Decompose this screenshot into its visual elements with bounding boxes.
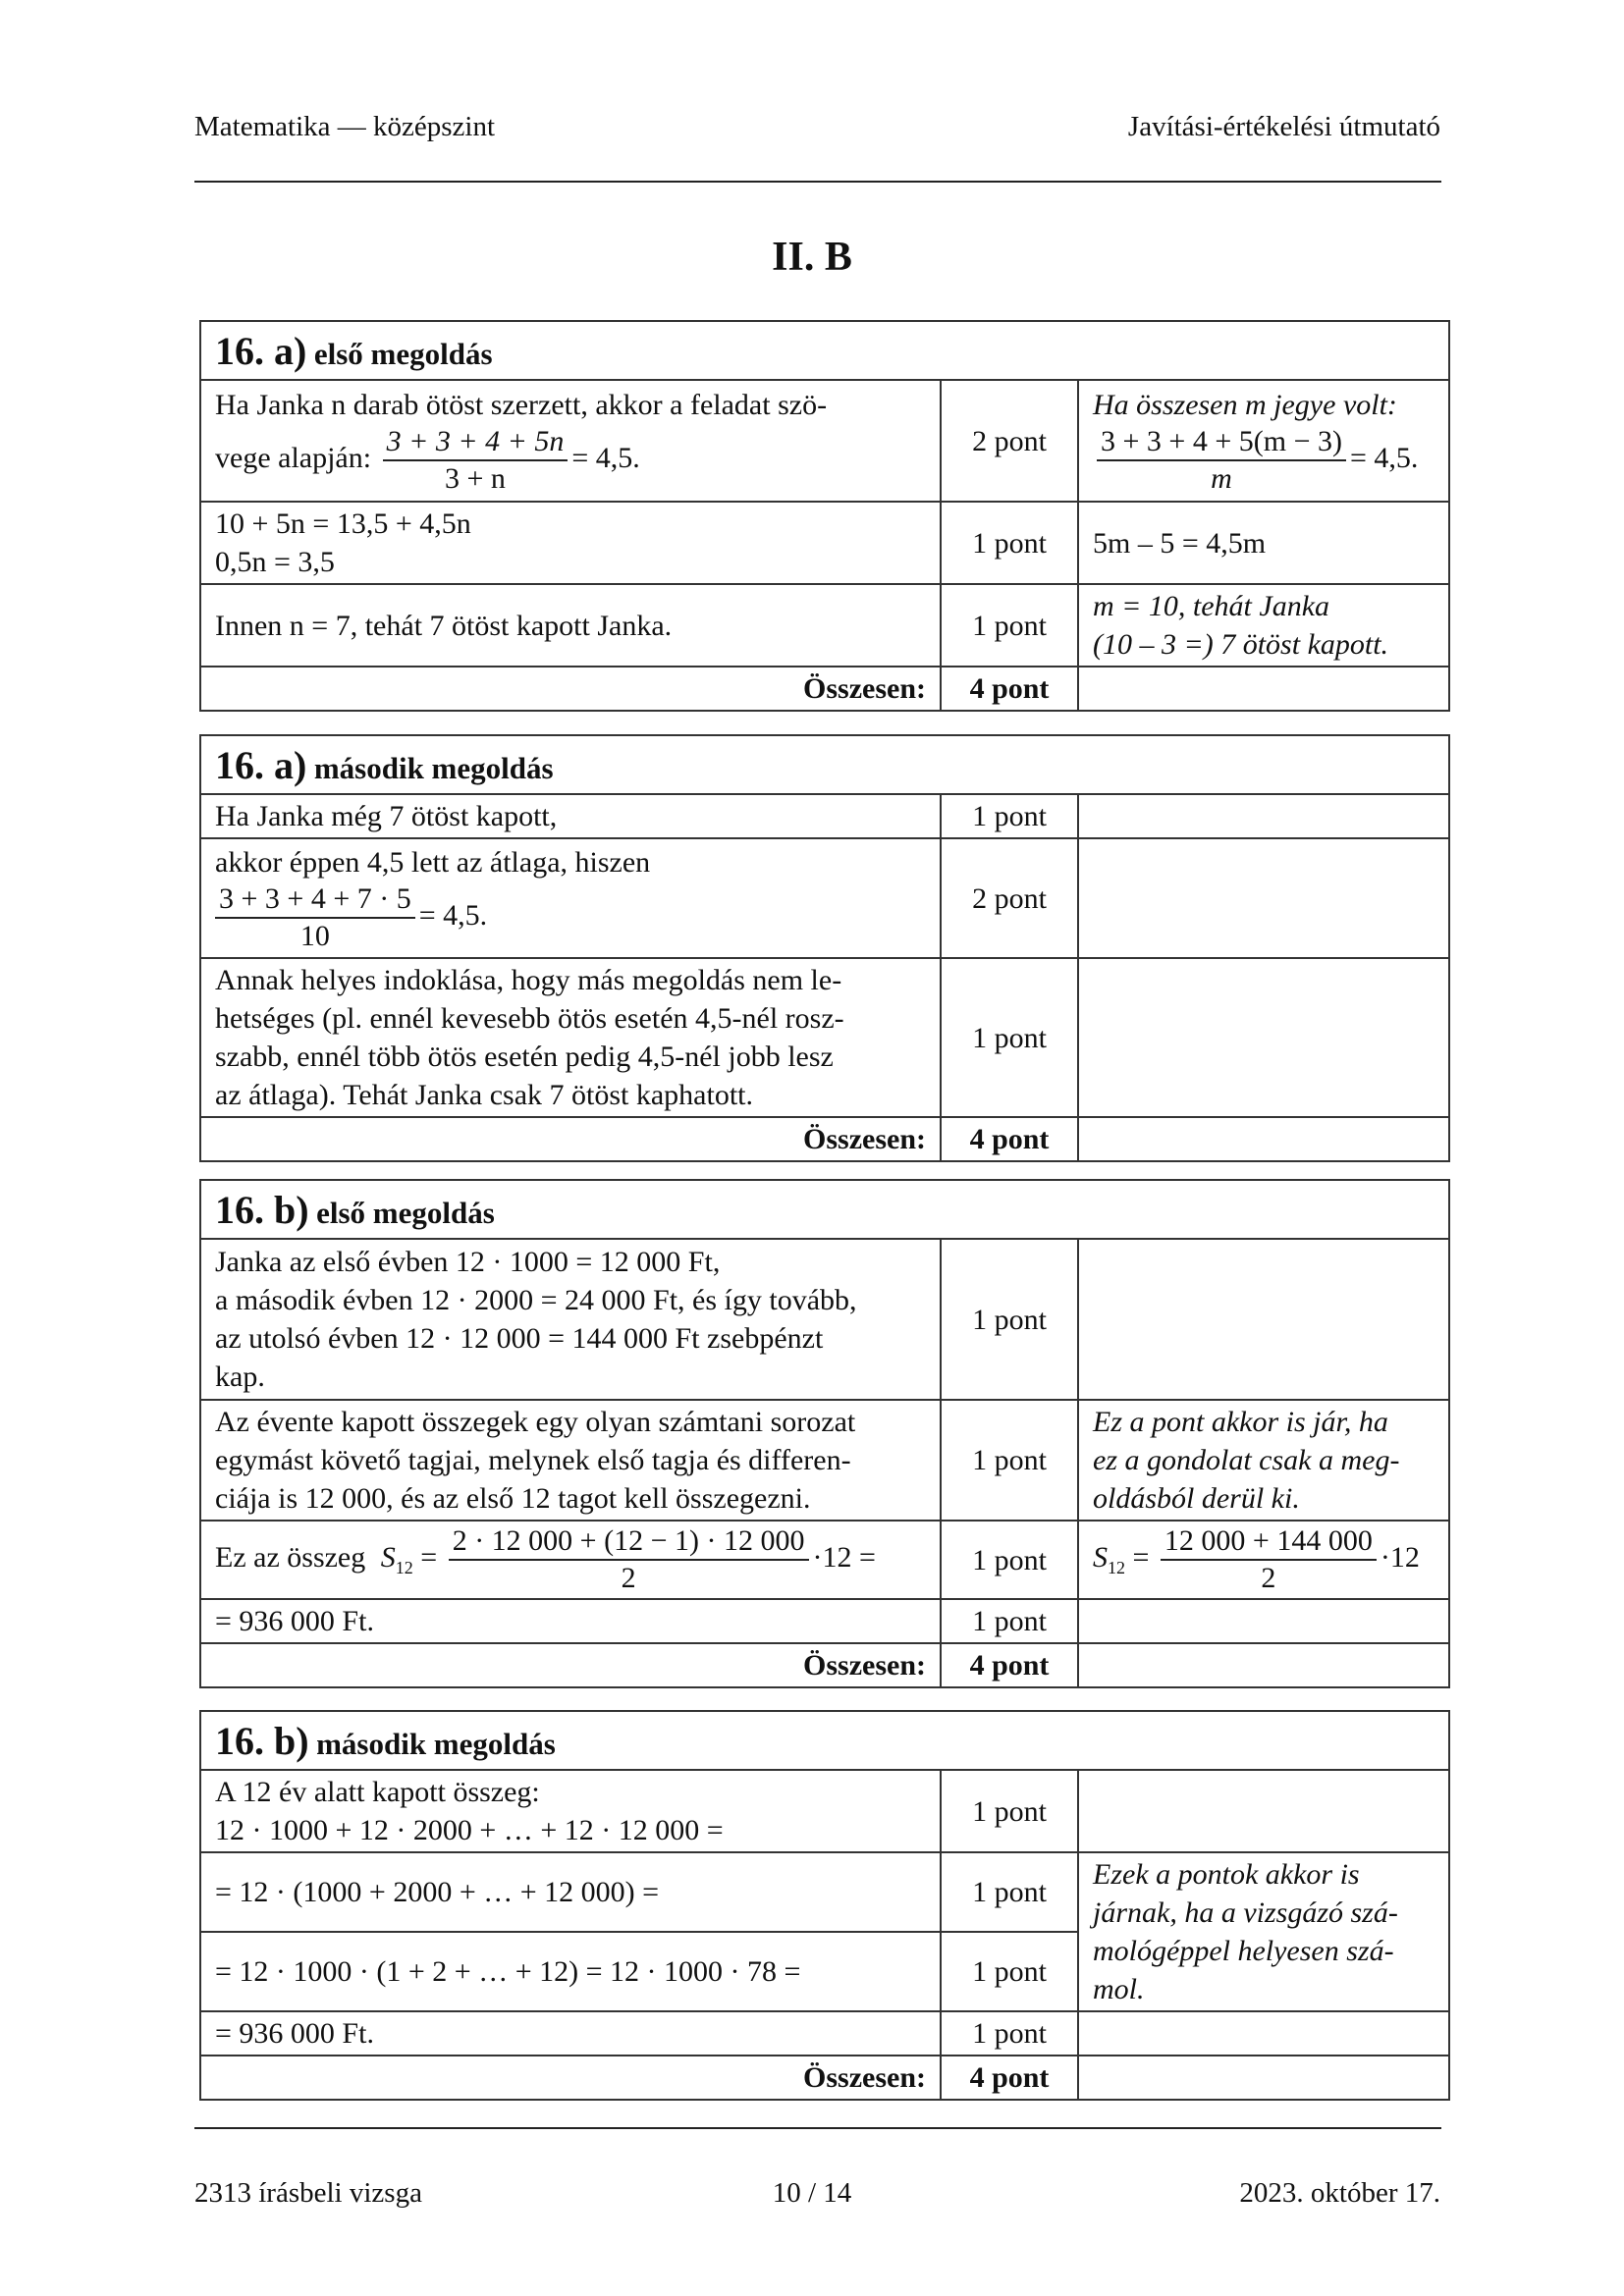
solution-step	[200, 380, 941, 502]
empty-cell	[1078, 958, 1449, 1117]
grader-note	[1078, 1521, 1449, 1599]
empty-cell	[1078, 1117, 1449, 1161]
sum-symbol: S	[380, 1540, 396, 1574]
fraction	[383, 424, 568, 497]
fraction-numerator: 3 + 3 + 4 + 5n	[383, 424, 568, 461]
fraction	[1097, 424, 1346, 497]
header-subject: Matematika — középszint	[194, 111, 496, 142]
points-cell: 1 pont	[941, 1852, 1078, 1932]
fraction-denominator: 3 + n	[445, 461, 506, 495]
fraction	[1161, 1523, 1377, 1596]
solution-step: = 12 · 1000 · (1 + 2 + … + 12) = 12 · 1000 · 78 =	[200, 1932, 941, 2011]
points-cell: 2 pont	[941, 838, 1078, 958]
solution-step: A 12 év alatt kapott összeg: 12 · 1000 + 12 · 2000 + … + 12 · 12 000 =	[200, 1770, 941, 1852]
note-text: Ha összesen m jegye volt:	[1093, 388, 1397, 421]
points-cell: 1 pont	[941, 1599, 1078, 1643]
task-number: 16. a)	[215, 329, 307, 373]
header-rule	[194, 181, 1441, 183]
solution-label: második megoldás	[316, 1727, 556, 1761]
step-text: vege alapján:	[215, 441, 372, 474]
points-cell: 1 pont	[941, 1521, 1078, 1599]
grader-note: Ez a pont akkor is jár, ha ez a gondolat csak a meg- oldásból derül ki.	[1078, 1400, 1449, 1521]
block-heading	[200, 1180, 1449, 1239]
block-heading	[200, 735, 1449, 794]
sum-subscript: 12	[395, 1557, 413, 1577]
footer-rule	[194, 2127, 1441, 2129]
solution-table-16b-2	[199, 1710, 1450, 2101]
points-cell: 1 pont	[941, 1770, 1078, 1852]
solution-table-16a-1	[199, 320, 1450, 712]
grader-note: m = 10, tehát Janka (10 – 3 =) 7 ötöst kapott.	[1078, 584, 1449, 667]
total-label: Összesen:	[200, 667, 941, 711]
footer-exam-code: 2313 írásbeli vizsga	[194, 2177, 422, 2209]
fraction-denominator: 2	[621, 1562, 636, 1594]
total-points: 4 pont	[941, 667, 1078, 711]
points-cell: 1 pont	[941, 584, 1078, 667]
empty-cell	[1078, 1770, 1449, 1852]
grader-note: Ezek a pontok akkor is járnak, ha a vizsgázó szá- mológéppel helyesen szá- mol.	[1078, 1852, 1449, 2011]
solution-step: Ha Janka még 7 ötöst kapott,	[200, 794, 941, 838]
solution-label: első megoldás	[316, 1196, 495, 1230]
empty-cell	[1078, 794, 1449, 838]
points-cell: 1 pont	[941, 2011, 1078, 2056]
solution-table-16b-1	[199, 1179, 1450, 1688]
task-number: 16. b)	[215, 1188, 309, 1232]
fraction	[215, 881, 415, 954]
total-points: 4 pont	[941, 2056, 1078, 2100]
points-cell: 2 pont	[941, 380, 1078, 502]
points-cell: 1 pont	[941, 794, 1078, 838]
empty-cell	[1078, 2056, 1449, 2100]
empty-cell	[1078, 1643, 1449, 1687]
solution-step: Ez az összeg $S_{12}$ = $\frac{2 \cdot 12 000 + (12 - 1) \cdot 12 000}{2}$ ·12 =	[200, 1521, 941, 1599]
total-points: 4 pont	[941, 1643, 1078, 1687]
fraction-numerator: 3 + 3 + 4 + 5(m − 3)	[1097, 424, 1346, 461]
solution-step: 10 + 5n = 13,5 + 4,5n 0,5n = 3,5	[200, 502, 941, 584]
sum-subscript: 12	[1108, 1557, 1125, 1577]
block-heading	[200, 321, 1449, 380]
total-label: Összesen:	[200, 1117, 941, 1161]
total-points: 4 pont	[941, 1117, 1078, 1161]
equals-sign: =	[1132, 1540, 1150, 1574]
task-number: 16. b)	[215, 1719, 309, 1763]
fraction-numerator: 2 · 12 000 + (12 − 1) · 12 000	[449, 1523, 809, 1561]
fraction-denominator: 10	[299, 919, 330, 952]
solution-table-16a-2	[199, 734, 1450, 1162]
solution-step: Annak helyes indoklása, hogy más megoldás nem le- hetséges (pl. ennél kevesebb ötös esetén 4,5-nél rosz- szabb, ennél több ötös esetén pedig 4,5-nél jobb lesz az átlaga). Tehát Janka csak 7 ötöst kaphatott.	[200, 958, 941, 1117]
task-number: 16. a)	[215, 743, 307, 787]
grader-note: 5m – 5 = 4,5m	[1078, 502, 1449, 584]
equation-tail: = 4,5.	[418, 898, 488, 932]
fraction-numerator: 12 000 + 144 000	[1161, 1523, 1377, 1561]
footer-date: 2023. október 17.	[1239, 2177, 1440, 2209]
fraction-denominator: m	[1211, 461, 1232, 495]
solution-step: akkor éppen 4,5 lett az átlaga, hiszen $\frac{3 + 3 + 4 + 7 \cdot 5}{10}$ = 4,5.	[200, 838, 941, 958]
points-cell: 1 pont	[941, 1400, 1078, 1521]
step-text: Ha Janka n darab ötöst szerzett, akkor a feladat szö-	[215, 388, 828, 421]
empty-cell	[1078, 838, 1449, 958]
section-title: II. B	[772, 235, 852, 280]
solution-step: Innen n = 7, tehát 7 ötöst kapott Janka.	[200, 584, 941, 667]
total-label: Összesen:	[200, 1643, 941, 1687]
grader-note	[1078, 380, 1449, 502]
solution-step: Az évente kapott összegek egy olyan számtani sorozat egymást követő tagjai, melynek első tagja és differen- ciája is 12 000, és az első 12 tagot kell összegezni.	[200, 1400, 941, 1521]
empty-cell	[1078, 1239, 1449, 1400]
solution-label: második megoldás	[313, 751, 554, 785]
points-cell: 1 pont	[941, 1239, 1078, 1400]
fraction-denominator: 2	[1261, 1562, 1276, 1594]
solution-step: = 936 000 Ft.	[200, 1599, 941, 1643]
empty-cell	[1078, 1599, 1449, 1643]
solution-step: Janka az első évben 12 · 1000 = 12 000 Ft, a második évben 12 · 2000 = 24 000 Ft, és így tovább, az utolsó évben 12 · 12 000 = 144 000 Ft zsebpénzt kap.	[200, 1239, 941, 1400]
total-label: Összesen:	[200, 2056, 941, 2100]
empty-cell	[1078, 2011, 1449, 2056]
solution-step: = 12 · (1000 + 2000 + … + 12 000) =	[200, 1852, 941, 1932]
equation-tail: = 4,5.	[571, 441, 640, 474]
points-cell: 1 pont	[941, 502, 1078, 584]
sum-symbol: S	[1093, 1540, 1108, 1574]
equation-tail: ·12	[1380, 1540, 1420, 1574]
points-cell: 1 pont	[941, 958, 1078, 1117]
solution-label: első megoldás	[313, 337, 493, 371]
equation-tail: = 4,5.	[1350, 441, 1419, 474]
fraction-numerator: 3 + 3 + 4 + 7 · 5	[215, 881, 415, 919]
points-cell: 1 pont	[941, 1932, 1078, 2011]
equals-sign: =	[420, 1540, 438, 1574]
footer-page-number: 10 / 14	[772, 2177, 852, 2209]
header-doc-type: Javítási-értékelési útmutató	[1127, 111, 1440, 142]
fraction	[449, 1523, 809, 1596]
equation-tail: ·12 =	[812, 1540, 876, 1574]
block-heading	[200, 1711, 1449, 1770]
solution-step: = 936 000 Ft.	[200, 2011, 941, 2056]
empty-cell	[1078, 667, 1449, 711]
